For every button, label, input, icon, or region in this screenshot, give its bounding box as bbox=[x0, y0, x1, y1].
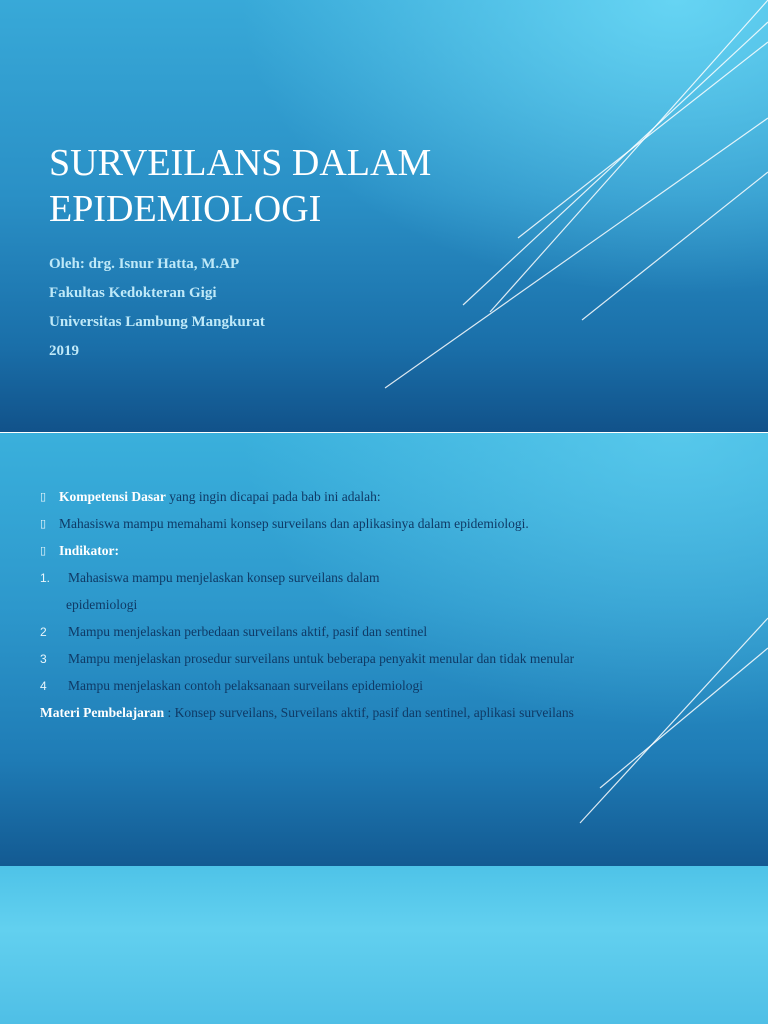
slide-title bbox=[0, 0, 768, 432]
kompetensi-label: Kompetensi Dasar bbox=[59, 489, 166, 504]
university-line: Universitas Lambung Mangkurat bbox=[49, 314, 265, 330]
kompetensi-text: yang ingin dicapai pada bab ini adalah: bbox=[165, 489, 381, 504]
presentation-subtitle bbox=[49, 250, 265, 366]
title-line-1: SURVEILANS DALAM bbox=[49, 142, 432, 184]
item-number: 2 bbox=[40, 625, 47, 639]
objectives-content bbox=[40, 488, 640, 722]
materi-pembelajaran bbox=[40, 704, 640, 722]
indikator-label: Indikator: bbox=[59, 543, 120, 558]
item-text: Mahasiswa mampu menjelaskan konsep surveilans dalam bbox=[68, 570, 380, 585]
bullet-icon: ▯ bbox=[40, 517, 47, 530]
indicator-item-2 bbox=[40, 623, 640, 641]
materi-text: : Konsep surveilans, Surveilans aktif, pasif dan sentinel, aplikasi surveilans bbox=[164, 705, 574, 720]
bullet-indikator bbox=[40, 542, 640, 560]
item-text: Mampu menjelaskan perbedaan surveilans aktif, pasif dan sentinel bbox=[68, 624, 428, 639]
item-text: Mampu menjelaskan prosedur surveilans untuk beberapa penyakit menular dan tidak menular bbox=[68, 651, 575, 666]
bullet-icon: ▯ bbox=[40, 544, 47, 557]
title-line-2: EPIDEMIOLOGI bbox=[49, 188, 322, 230]
bullet-icon: ▯ bbox=[40, 490, 47, 503]
bullet-kompetensi bbox=[40, 488, 640, 506]
indicator-item-1 bbox=[40, 569, 640, 587]
author-line: Oleh: drg. Isnur Hatta, M.AP bbox=[49, 256, 240, 272]
item-number: 4 bbox=[40, 679, 47, 693]
item-text: Mampu menjelaskan contoh pelaksanaan surveilans epidemiologi bbox=[68, 678, 424, 693]
indicator-item-1-continuation: epidemiologi bbox=[66, 597, 138, 612]
item-number: 1. bbox=[40, 571, 51, 585]
bullet-mahasiswa bbox=[40, 515, 640, 533]
indicator-item-3 bbox=[40, 650, 640, 668]
indicator-item-4 bbox=[40, 677, 640, 695]
slide-objectives bbox=[0, 433, 768, 866]
faculty-line: Fakultas Kedokteran Gigi bbox=[49, 285, 217, 301]
slide-next bbox=[0, 866, 768, 1024]
mahasiswa-text: Mahasiswa mampu memahami konsep surveilans dan aplikasinya dalam epidemiologi. bbox=[59, 516, 529, 531]
item-number: 3 bbox=[40, 652, 47, 666]
presentation-title bbox=[49, 140, 431, 232]
materi-label: Materi Pembelajaran bbox=[40, 705, 165, 720]
year-line: 2019 bbox=[49, 343, 79, 359]
